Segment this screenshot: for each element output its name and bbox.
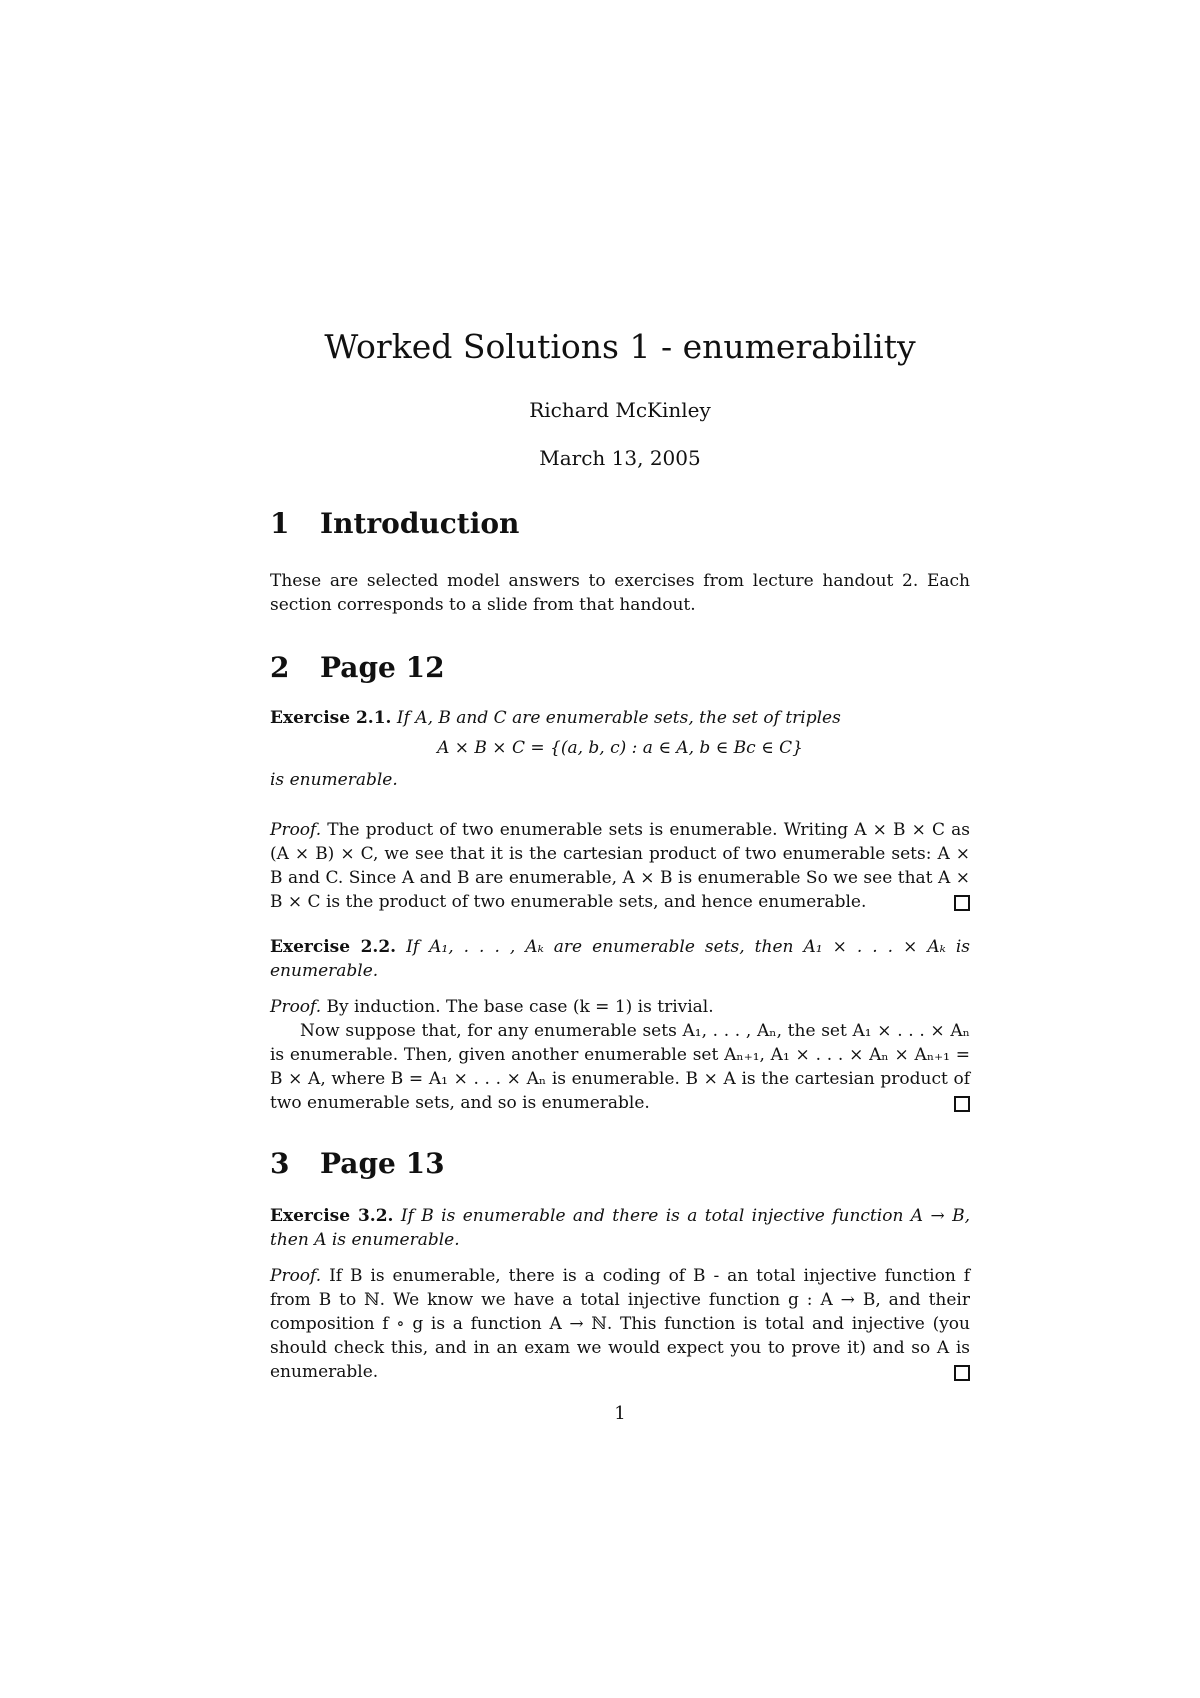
exercise-statement: If A, B and C are enumerable sets, the set of triples bbox=[396, 708, 841, 728]
proof-text: If B is enumerable, there is a coding of B - an total injective function f from B to ℕ. We know we have a total injective function g : A → B, and their composition f ∘ g is a function A → ℕ. This function is total and injective (you should check this, and in an exam we would expect you to prove it) and so A is enumerable. bbox=[270, 1266, 971, 1382]
qed-box bbox=[954, 1365, 970, 1381]
document-page bbox=[270, 0, 970, 1698]
section-heading-page-12 bbox=[270, 650, 445, 686]
exercise-2-1 bbox=[270, 706, 970, 792]
display-equation: A × B × C = {(a, b, c) : a ∈ A, b ∈ Bc ∈ C} bbox=[437, 738, 803, 758]
page-number: 1 bbox=[614, 1403, 626, 1424]
proof-text: The product of two enumerable sets is enumerable. Writing A × B × C as (A × B) × C, we see that it is the cartesian product of two enumerable sets: A × B and C. Since A and B are enumerable, A × B is enumerable So we see that A × B × C is the product of two enumerable sets, and hence enumerable. bbox=[270, 820, 970, 912]
exercise-2-2 bbox=[270, 935, 970, 983]
document-title: Worked Solutions 1 - enumerability bbox=[324, 327, 916, 366]
section-heading-introduction bbox=[270, 506, 519, 542]
exercise-label: Exercise 2.1. bbox=[270, 708, 392, 728]
exercise-statement: If A₁, . . . , Aₖ are enumerable sets, then A₁ × . . . × Aₖ is enumerable. bbox=[270, 937, 970, 981]
author: Richard McKinley bbox=[529, 398, 711, 422]
section-title: Introduction bbox=[320, 507, 520, 540]
section-title: Page 12 bbox=[320, 651, 445, 684]
proof-label: Proof. bbox=[270, 997, 322, 1017]
proof-text: By induction. The base case (k = 1) is trivial. bbox=[326, 997, 714, 1017]
section-heading-page-13 bbox=[270, 1146, 445, 1182]
proof-text: Now suppose that, for any enumerable sets A₁, . . . , Aₙ, the set A₁ × . . . × Aₙ is enumerable. Then, given another enumerable set Aₙ₊₁, A₁ × . . . × Aₙ × Aₙ₊₁ = B × A, where B = A₁ × . . . × Aₙ is enumerable. B × A is the cartesian product of two enumerable sets, and so is enumerable. bbox=[270, 1021, 970, 1113]
intro-text: These are selected model answers to exercises from lecture handout 2. Each section corresponds to a slide from that handout. bbox=[270, 571, 970, 615]
qed-box bbox=[954, 1096, 970, 1112]
section-number: 3 bbox=[270, 1147, 290, 1180]
proof-3-2 bbox=[270, 1264, 970, 1384]
proof-2-2 bbox=[270, 995, 970, 1115]
section-title: Page 13 bbox=[320, 1147, 445, 1180]
date: March 13, 2005 bbox=[539, 446, 701, 470]
intro-paragraph bbox=[270, 569, 970, 617]
exercise-label: Exercise 3.2. bbox=[270, 1206, 394, 1226]
proof-2-1 bbox=[270, 818, 970, 914]
exercise-3-2 bbox=[270, 1204, 970, 1252]
section-number: 1 bbox=[270, 507, 290, 540]
exercise-statement-end: is enumerable. bbox=[270, 770, 398, 790]
exercise-statement: If B is enumerable and there is a total injective function A → B, then A is enumerable. bbox=[270, 1206, 970, 1250]
exercise-label: Exercise 2.2. bbox=[270, 937, 397, 957]
section-number: 2 bbox=[270, 651, 290, 684]
proof-label: Proof. bbox=[270, 1266, 322, 1286]
qed-box bbox=[954, 895, 970, 911]
proof-label: Proof. bbox=[270, 820, 322, 840]
